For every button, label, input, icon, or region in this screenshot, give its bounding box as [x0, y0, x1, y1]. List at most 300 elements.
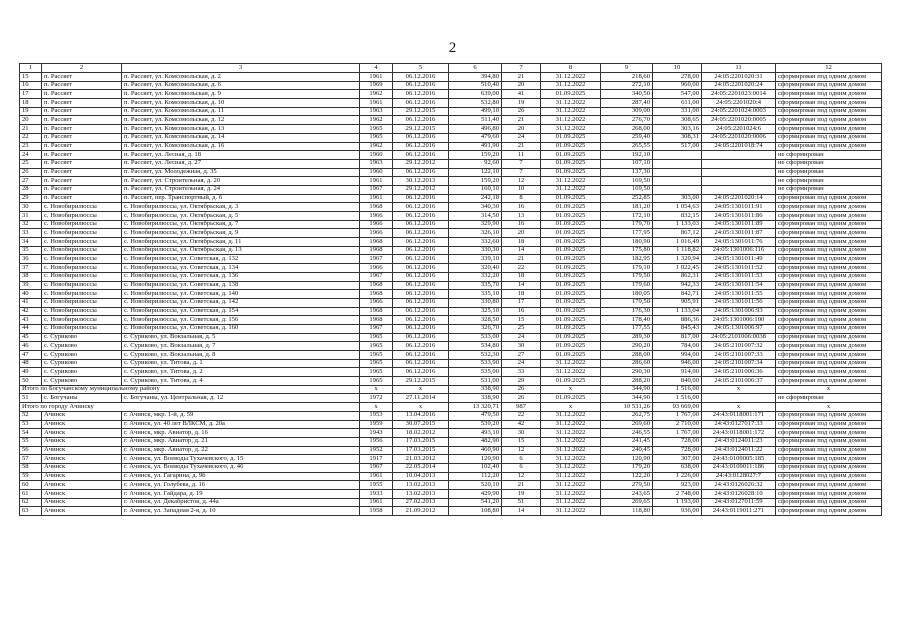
column-number: 5 [393, 64, 449, 73]
table-cell: п. Рассвет [42, 159, 122, 168]
table-cell [702, 185, 776, 194]
table-cell: сформирован под одним домом [776, 307, 882, 316]
table-cell: с. Новобирилюссы, ул. Октябрьская, д. 5 [122, 212, 360, 221]
table-cell: 520,10 [449, 481, 502, 490]
table-row [20, 220, 882, 229]
table-cell: 10 [502, 185, 541, 194]
table-cell: г. Ачинск, ул. Гайдара, д. 19 [122, 490, 360, 499]
table-cell: 51 [20, 394, 42, 403]
table-cell: 1 767,00 [653, 411, 702, 420]
table-cell: 243,65 [601, 490, 653, 499]
table-cell: 01.09.2025 [541, 220, 601, 229]
table-cell: 01.09.2025 [541, 290, 601, 299]
table-cell: 24:05:2201018:74 [702, 142, 776, 151]
subtotal-cell: 1 516,00 [653, 385, 702, 394]
table-cell: 24:05:2201020:24 [702, 81, 776, 90]
table-row [20, 133, 882, 142]
table-cell: сформирован под одним домом [776, 411, 882, 420]
table-cell: с. Новобирилюссы, ул. Советская, д. 142 [122, 298, 360, 307]
table-cell: сформирован под одним домом [776, 229, 882, 238]
table-cell: 241,45 [601, 437, 653, 446]
table-cell: 532,30 [449, 351, 502, 360]
table-cell: 192,10 [601, 151, 653, 160]
table-cell: 24:05:2101006:0038 [702, 333, 776, 342]
table-cell: г. Ачинск, мкр. Авиатор, д. 21 [122, 437, 360, 446]
table-cell: п. Рассвет [42, 107, 122, 116]
table-cell: 24 [502, 133, 541, 142]
table-row [20, 125, 882, 134]
table-row [20, 333, 882, 342]
table-cell: не сформирован [776, 159, 882, 168]
table-cell: 51 [502, 498, 541, 507]
table-cell: 107,10 [601, 159, 653, 168]
table-cell: 960,00 [653, 81, 702, 90]
table-cell: 24:05:1301011:87 [702, 229, 776, 238]
table-row [20, 159, 882, 168]
table-cell: 611,00 [653, 99, 702, 108]
table-cell: 13 [502, 212, 541, 221]
table-cell: 1961 [360, 194, 393, 203]
table-cell: 06.12.2016 [393, 246, 449, 255]
table-cell: 14 [502, 507, 541, 516]
table-cell: 177,55 [601, 324, 653, 333]
table-cell: 332,60 [449, 238, 502, 247]
table-cell: с. Новобирилюссы [42, 212, 122, 221]
table-cell: 1 133,03 [653, 220, 702, 229]
table-cell: 06.12.2016 [393, 194, 449, 203]
table-cell: 1966 [360, 264, 393, 273]
table-cell: 1967 [360, 324, 393, 333]
table-cell: 06.12.2016 [393, 290, 449, 299]
table-cell: с. Суриково [42, 333, 122, 342]
table-cell: 1952 [360, 446, 393, 455]
table-cell: 1 016,49 [653, 238, 702, 247]
table-cell: п. Рассвет [42, 125, 122, 134]
table-cell: г. Ачинск, ул. Западная 2-я, д. 10 [122, 507, 360, 516]
table-cell: 06.12.2016 [393, 142, 449, 151]
table-cell: 49 [20, 368, 42, 377]
table-cell: 29.12.2012 [393, 159, 449, 168]
table-cell: 16 [20, 81, 42, 90]
table-cell: 511,40 [449, 116, 502, 125]
table-row [20, 99, 882, 108]
table-cell: с. Новобирилюссы [42, 246, 122, 255]
table-cell: 268,00 [601, 125, 653, 134]
table-cell: 06.12.2016 [393, 264, 449, 273]
table-cell: 24 [20, 151, 42, 160]
table-cell: 24:05:2201023:0014 [702, 90, 776, 99]
table-cell: 56 [20, 446, 42, 455]
table-row [20, 472, 882, 481]
table-cell: п. Рассвет, пер. Транспортный, д. 6 [122, 194, 360, 203]
table-cell: сформирован под одним домом [776, 220, 882, 229]
table-cell: 175,80 [601, 246, 653, 255]
table-cell: 22 [502, 411, 541, 420]
table-cell: 45 [20, 333, 42, 342]
table-cell: п. Рассвет [42, 99, 122, 108]
table-cell: 946,00 [653, 359, 702, 368]
table-cell: 269,65 [601, 498, 653, 507]
table-cell [702, 168, 776, 177]
table-cell: 1972 [360, 394, 393, 403]
table-cell: 31.12.2022 [541, 359, 601, 368]
table-row [20, 272, 882, 281]
table-cell: сформирован под одним домом [776, 368, 882, 377]
table-cell: 252,85 [601, 194, 653, 203]
column-number: 4 [360, 64, 393, 73]
table-cell: 1961 [360, 472, 393, 481]
subtotal-cell: x [776, 385, 882, 394]
table-cell: 19 [502, 99, 541, 108]
table-cell: Ачинск [42, 498, 122, 507]
table-cell: 24:05:2201020:0005 [702, 116, 776, 125]
table-cell: 42 [20, 307, 42, 316]
table-cell: 7 [502, 168, 541, 177]
table-cell: 06.12.2016 [393, 220, 449, 229]
table-cell: 510,40 [449, 81, 502, 90]
table-cell [702, 394, 776, 403]
table-cell: 728,00 [653, 446, 702, 455]
table-cell: п. Рассвет [42, 90, 122, 99]
table-cell: п. Рассвет [42, 73, 122, 82]
table-cell: 16 [502, 203, 541, 212]
table-cell: Ачинск [42, 507, 122, 516]
table-cell: 340,30 [449, 203, 502, 212]
table-cell: 06.12.2016 [393, 99, 449, 108]
table-cell: 26 [502, 107, 541, 116]
table-cell: 1968 [360, 238, 393, 247]
table-cell: п. Рассвет, ул. Строительная, д. 24 [122, 185, 360, 194]
table-cell: 914,00 [653, 368, 702, 377]
table-cell: 845,43 [653, 324, 702, 333]
table-cell: 1965 [360, 133, 393, 142]
table-cell: г. Ачинск, ул. Гагарина, д. 9б [122, 472, 360, 481]
table-cell: 482,90 [449, 437, 502, 446]
table-cell: 24:43:0118001:171 [702, 411, 776, 420]
table-cell: 122,10 [449, 168, 502, 177]
table-cell: 62 [20, 498, 42, 507]
table-cell: 21.09.2012 [393, 507, 449, 516]
table-cell: 290,30 [601, 368, 653, 377]
table-cell: 1965 [360, 377, 393, 386]
table-cell: 01.09.2025 [541, 133, 601, 142]
table-cell: 24:05:1301011:86 [702, 212, 776, 221]
table-cell: 314,50 [449, 212, 502, 221]
table-row [20, 342, 882, 351]
table-cell: с. Новобирилюссы [42, 307, 122, 316]
table-row [20, 490, 882, 499]
table-cell: сформирован под одним домом [776, 498, 882, 507]
table-cell: 12 [502, 472, 541, 481]
subtotal-cell: x [702, 403, 776, 412]
table-row [20, 316, 882, 325]
subtotal-cell: x [393, 385, 449, 394]
table-cell: п. Рассвет [42, 194, 122, 203]
subtotal-row [20, 385, 882, 394]
table-cell: 120,90 [449, 455, 502, 464]
table-cell: 50 [20, 377, 42, 386]
table-cell: 30 [502, 429, 541, 438]
table-cell: п. Рассвет, ул. Комсомольская, д. 11 [122, 107, 360, 116]
table-cell: Ачинск [42, 420, 122, 429]
subtotal-cell: 987 [502, 403, 541, 412]
table-cell: 118,80 [601, 507, 653, 516]
table-cell: 06.12.2016 [393, 168, 449, 177]
table-cell [702, 151, 776, 160]
table-cell: 936,00 [653, 507, 702, 516]
table-cell: 31.12.2022 [541, 446, 601, 455]
table-cell: 179,60 [601, 281, 653, 290]
table-cell: 1965 [360, 368, 393, 377]
table-row [20, 507, 882, 516]
table-cell: 24:05:2201020:14 [702, 194, 776, 203]
table-cell: 1963 [360, 159, 393, 168]
table-cell: 159,20 [449, 177, 502, 186]
table-cell: 22 [502, 264, 541, 273]
table-cell: 287,40 [601, 99, 653, 108]
table-cell: 01.09.2025 [541, 168, 601, 177]
table-cell: 24:05:1301011:55 [702, 290, 776, 299]
table-cell: Ачинск [42, 446, 122, 455]
table-cell: 728,00 [653, 437, 702, 446]
table-row [20, 429, 882, 438]
table-cell: 24:43:0119011:271 [702, 507, 776, 516]
table-cell: 112,20 [449, 472, 502, 481]
table-cell: г. Ачинск, ул. Декабристов, д. 44а [122, 498, 360, 507]
table-cell: 339,10 [449, 255, 502, 264]
table-cell: 17 [502, 298, 541, 307]
table-cell: 32 [20, 220, 42, 229]
housing-register-table [19, 63, 882, 516]
table-cell: с. Суриково [42, 368, 122, 377]
table-cell: 1933 [360, 490, 393, 499]
table-cell: 29.12.2015 [393, 125, 449, 134]
table-cell: сформирован под одним домом [776, 246, 882, 255]
table-row [20, 185, 882, 194]
table-cell: 06.12.2016 [393, 255, 449, 264]
table-cell [702, 159, 776, 168]
table-cell: 24:05:2201020:31 [702, 73, 776, 82]
table-cell: Ачинск [42, 490, 122, 499]
table-cell: 18 [502, 272, 541, 281]
table-cell: 58 [20, 463, 42, 472]
table-cell: 265,55 [601, 142, 653, 151]
table-cell: 31.12.2022 [541, 73, 601, 82]
table-cell: 177,95 [601, 229, 653, 238]
table-cell: 532,80 [449, 99, 502, 108]
table-cell: сформирован под одним домом [776, 316, 882, 325]
table-row [20, 73, 882, 82]
table-cell: 832,15 [653, 212, 702, 221]
table-cell [653, 151, 702, 160]
table-cell: 01.09.2025 [541, 203, 601, 212]
table-cell: 19 [502, 490, 541, 499]
table-cell: 862,31 [653, 272, 702, 281]
table-cell: с. Новобирилюссы [42, 220, 122, 229]
table-cell: 37 [20, 264, 42, 273]
table-cell: с. Новобирилюссы, ул. Советская, д. 156 [122, 316, 360, 325]
table-cell: 460,90 [449, 446, 502, 455]
table-cell: с. Новобирилюссы, ул. Советская, д. 132 [122, 255, 360, 264]
table-cell: 160,10 [449, 185, 502, 194]
table-cell: 24:05:1301011:56 [702, 298, 776, 307]
table-row [20, 116, 882, 125]
table-cell: сформирован под одним домом [776, 463, 882, 472]
table-cell: 18.02.2012 [393, 429, 449, 438]
table-cell: 33 [502, 368, 541, 377]
table-cell: 60 [20, 481, 42, 490]
table-cell: 46 [20, 342, 42, 351]
table-cell: 31.12.2022 [541, 99, 601, 108]
table-cell: п. Рассвет, ул. Лесная, д. 18 [122, 151, 360, 160]
table-cell: сформирован под одним домом [776, 212, 882, 221]
column-number: 11 [702, 64, 776, 73]
subtotal-cell: 93 669,00 [653, 403, 702, 412]
table-cell: 24:05:1301011:49 [702, 255, 776, 264]
table-cell: с. Богучаны, ул. Центральная, д. 12 [122, 394, 360, 403]
table-cell: 240,45 [601, 446, 653, 455]
table-cell: 27.11.2014 [393, 394, 449, 403]
table-cell: 31.12.2022 [541, 481, 601, 490]
table-cell: п. Рассвет [42, 151, 122, 160]
table-cell: 303,00 [653, 194, 702, 203]
table-cell: 34 [20, 238, 42, 247]
table-cell: 179,50 [601, 272, 653, 281]
table-cell: с. Суриково [42, 342, 122, 351]
table-cell: с. Суриково, ул. Вокзальная, д. 7 [122, 342, 360, 351]
table-cell: сформирован под одним домом [776, 90, 882, 99]
table-cell: 1 054,63 [653, 203, 702, 212]
table-cell: 1 118,82 [653, 246, 702, 255]
table-row [20, 238, 882, 247]
table-cell: не сформирован [776, 168, 882, 177]
table-cell: сформирован под одним домом [776, 203, 882, 212]
table-cell: Ачинск [42, 463, 122, 472]
table-cell: 17 [20, 90, 42, 99]
table-cell: 24:43:0128027:7 [702, 472, 776, 481]
table-cell: 24:05:1301011:76 [702, 238, 776, 247]
table-cell: 246,55 [601, 429, 653, 438]
table-cell: 307,00 [653, 455, 702, 464]
table-cell: п. Рассвет, ул. Комсомольская, д. 10 [122, 99, 360, 108]
table-cell: сформирован под одним домом [776, 290, 882, 299]
table-cell: с. Суриково, ул. Титова, д. 2 [122, 368, 360, 377]
table-cell: 325,10 [449, 307, 502, 316]
table-cell: 24:05:2101006:36 [702, 368, 776, 377]
table-row [20, 324, 882, 333]
table-cell: 01.09.2025 [541, 394, 601, 403]
table-cell: 2 748,00 [653, 490, 702, 499]
table-cell: 27.02.2013 [393, 498, 449, 507]
table-cell: 288,20 [601, 377, 653, 386]
table-cell: сформирован под одним домом [776, 298, 882, 307]
table-cell: 19 [20, 107, 42, 116]
table-row [20, 255, 882, 264]
subtotal-cell: 26 [502, 385, 541, 394]
table-cell: 01.09.2025 [541, 281, 601, 290]
table-cell: 01.09.2025 [541, 238, 601, 247]
table-cell: 06.12.2016 [393, 333, 449, 342]
table-cell: 1967 [360, 463, 393, 472]
table-cell: 12 [502, 177, 541, 186]
table-cell: 309,00 [601, 107, 653, 116]
table-cell: 2 710,00 [653, 420, 702, 429]
table-cell: 17.03.2015 [393, 446, 449, 455]
table-cell: 06.12.2016 [393, 351, 449, 360]
table-cell: 817,00 [653, 333, 702, 342]
subtotal-cell: x [776, 403, 882, 412]
table-cell: 290,20 [601, 342, 653, 351]
table-cell: 06.12.2016 [393, 307, 449, 316]
table-cell: 15 [502, 316, 541, 325]
table-cell: 24:05:2201024:6 [702, 125, 776, 134]
table-row [20, 446, 882, 455]
table-cell: 12 [502, 446, 541, 455]
table-cell: 496,80 [449, 125, 502, 134]
table-cell: 31.12.2022 [541, 437, 601, 446]
table-cell: 31.12.2022 [541, 185, 601, 194]
table-cell: 01.09.2025 [541, 255, 601, 264]
table-cell: 24:05:2101007:34 [702, 359, 776, 368]
table-cell: п. Рассвет [42, 133, 122, 142]
table-cell: 178,40 [601, 316, 653, 325]
table-cell: 272,10 [601, 81, 653, 90]
table-cell: 22 [20, 133, 42, 142]
table-cell: 303,16 [653, 125, 702, 134]
table-cell: с. Новобирилюссы, ул. Октябрьская, д. 13 [122, 246, 360, 255]
table-cell: 29 [502, 377, 541, 386]
table-cell: 24:05:1301006:100 [702, 316, 776, 325]
table-cell: 06.12.2016 [393, 212, 449, 221]
table-cell: 326,10 [449, 229, 502, 238]
table-cell: 1968 [360, 316, 393, 325]
table-cell: 1917 [360, 455, 393, 464]
table-cell: 06.12.2016 [393, 359, 449, 368]
table-cell: 29.12.2012 [393, 185, 449, 194]
table-cell: 01.09.2025 [541, 159, 601, 168]
table-cell: 429,90 [449, 490, 502, 499]
table-cell: 1968 [360, 281, 393, 290]
table-cell: 24:43:0126028:10 [702, 490, 776, 499]
table-cell: 21.03.2012 [393, 455, 449, 464]
subtotal-cell: x [541, 403, 601, 412]
table-cell: с. Новобирилюссы [42, 238, 122, 247]
table-row [20, 411, 882, 420]
table-cell: 14 [502, 281, 541, 290]
table-cell: 22.05.2014 [393, 463, 449, 472]
table-cell: сформирован под одним домом [776, 377, 882, 386]
table-cell: 180,90 [601, 238, 653, 247]
table-cell: 1956 [360, 437, 393, 446]
table-cell: 63 [20, 507, 42, 516]
table-cell: с. Суриково, ул. Титова, д. 4 [122, 377, 360, 386]
table-cell: 994,00 [653, 351, 702, 360]
table-cell: 01.09.2025 [541, 272, 601, 281]
table-cell: 30.07.2015 [393, 420, 449, 429]
table-cell [653, 177, 702, 186]
column-number: 8 [541, 64, 601, 73]
table-cell: 24:43:0109005:185 [702, 455, 776, 464]
table-cell: 181,20 [601, 203, 653, 212]
table-cell: сформирован под одним домом [776, 333, 882, 342]
table-cell: с. Новобирилюссы [42, 324, 122, 333]
table-cell: с. Новобирилюссы, ул. Советская, д. 134 [122, 264, 360, 273]
table-cell: 308,65 [653, 116, 702, 125]
table-cell: 31.12.2022 [541, 125, 601, 134]
table-cell: Ачинск [42, 411, 122, 420]
table-cell: с. Новобирилюссы [42, 264, 122, 273]
table-cell: 1962 [360, 142, 393, 151]
